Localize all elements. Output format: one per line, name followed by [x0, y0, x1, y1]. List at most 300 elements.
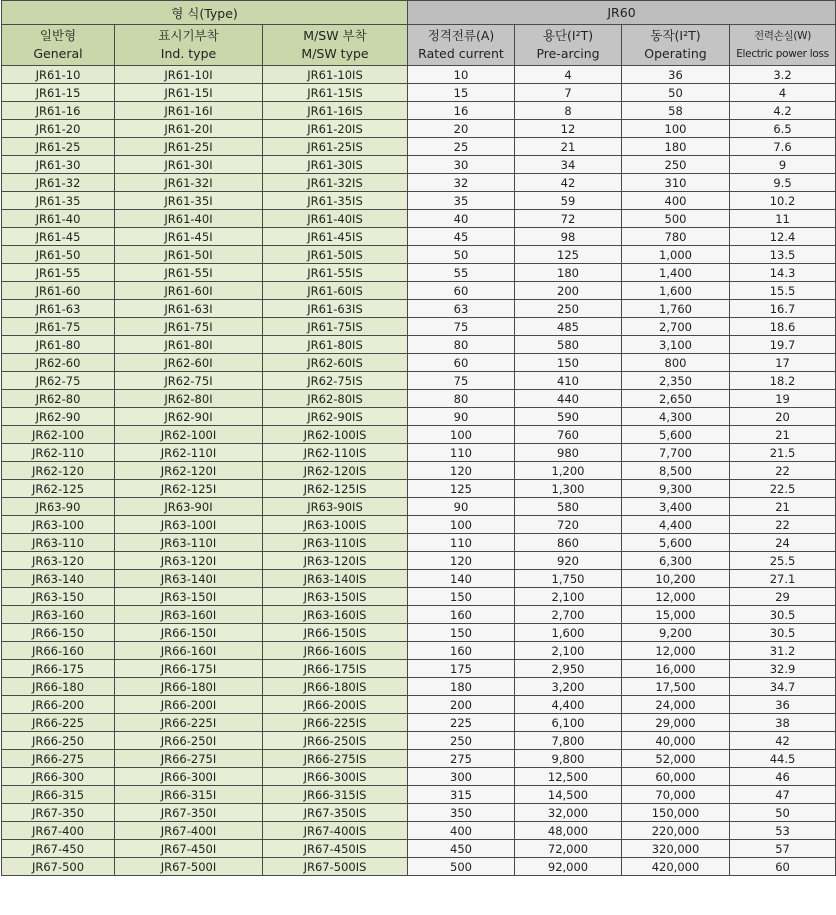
- cell-msw-type-model: JR66-200IS: [263, 696, 408, 714]
- cell-rated-current: 120: [408, 462, 515, 480]
- cell-power-loss: 16.7: [730, 300, 836, 318]
- cell-power-loss: 4.2: [730, 102, 836, 120]
- cell-pre-arcing: 92,000: [515, 858, 622, 876]
- cell-ind-type-model: JR62-120I: [115, 462, 263, 480]
- cell-msw-type-model: JR66-250IS: [263, 732, 408, 750]
- cell-msw-type-model: JR61-45IS: [263, 228, 408, 246]
- cell-operating: 29,000: [622, 714, 730, 732]
- cell-power-loss: 44.5: [730, 750, 836, 768]
- cell-msw-type-model: JR66-300IS: [263, 768, 408, 786]
- cell-power-loss: 4: [730, 84, 836, 102]
- cell-pre-arcing: 250: [515, 300, 622, 318]
- cell-msw-type-model: JR61-20IS: [263, 120, 408, 138]
- cell-pre-arcing: 48,000: [515, 822, 622, 840]
- cell-general-model: JR61-63: [2, 300, 115, 318]
- cell-ind-type-model: JR62-75I: [115, 372, 263, 390]
- cell-ind-type-model: JR61-25I: [115, 138, 263, 156]
- cell-rated-current: 225: [408, 714, 515, 732]
- cell-rated-current: 500: [408, 858, 515, 876]
- cell-power-loss: 22.5: [730, 480, 836, 498]
- cell-ind-type-model: JR62-125I: [115, 480, 263, 498]
- cell-pre-arcing: 200: [515, 282, 622, 300]
- cell-rated-current: 400: [408, 822, 515, 840]
- cell-ind-type-model: JR63-140I: [115, 570, 263, 588]
- cell-pre-arcing: 125: [515, 246, 622, 264]
- cell-operating: 24,000: [622, 696, 730, 714]
- cell-ind-type-model: JR63-110I: [115, 534, 263, 552]
- cell-power-loss: 50: [730, 804, 836, 822]
- cell-operating: 1,760: [622, 300, 730, 318]
- cell-msw-type-model: JR61-25IS: [263, 138, 408, 156]
- cell-pre-arcing: 32,000: [515, 804, 622, 822]
- table-row: [2, 498, 836, 516]
- cell-rated-current: 80: [408, 336, 515, 354]
- cell-msw-type-model: JR63-150IS: [263, 588, 408, 606]
- cell-general-model: JR61-50: [2, 246, 115, 264]
- cell-power-loss: 30.5: [730, 624, 836, 642]
- cell-power-loss: 15.5: [730, 282, 836, 300]
- cell-msw-type-model: JR61-75IS: [263, 318, 408, 336]
- cell-operating: 3,400: [622, 498, 730, 516]
- cell-pre-arcing: 4,400: [515, 696, 622, 714]
- cell-general-model: JR63-160: [2, 606, 115, 624]
- cell-operating: 17,500: [622, 678, 730, 696]
- cell-power-loss: 3.2: [730, 66, 836, 84]
- cell-msw-type-model: JR61-60IS: [263, 282, 408, 300]
- cell-ind-type-model: JR62-80I: [115, 390, 263, 408]
- cell-power-loss: 19: [730, 390, 836, 408]
- header-ko: 동작(I²T): [650, 28, 701, 43]
- cell-msw-type-model: JR61-80IS: [263, 336, 408, 354]
- cell-ind-type-model: JR67-500I: [115, 858, 263, 876]
- cell-general-model: JR63-100: [2, 516, 115, 534]
- cell-ind-type-model: JR67-350I: [115, 804, 263, 822]
- header-ko: 전력손실(W): [753, 30, 812, 42]
- cell-ind-type-model: JR66-200I: [115, 696, 263, 714]
- cell-operating: 2,350: [622, 372, 730, 390]
- cell-rated-current: 450: [408, 840, 515, 858]
- table-row: [2, 480, 836, 498]
- cell-ind-type-model: JR66-150I: [115, 624, 263, 642]
- type-group-header: 형 식(Type): [2, 1, 408, 25]
- cell-general-model: JR61-60: [2, 282, 115, 300]
- cell-msw-type-model: JR61-35IS: [263, 192, 408, 210]
- cell-rated-current: 315: [408, 786, 515, 804]
- cell-power-loss: 9: [730, 156, 836, 174]
- table-row: [2, 534, 836, 552]
- cell-general-model: JR62-100: [2, 426, 115, 444]
- cell-msw-type-model: JR63-160IS: [263, 606, 408, 624]
- cell-ind-type-model: JR61-63I: [115, 300, 263, 318]
- cell-general-model: JR66-300: [2, 768, 115, 786]
- table-row: [2, 156, 836, 174]
- fuse-spec-table: [1, 0, 836, 876]
- cell-operating: 52,000: [622, 750, 730, 768]
- table-row: [2, 318, 836, 336]
- cell-msw-type-model: JR67-450IS: [263, 840, 408, 858]
- cell-pre-arcing: 12: [515, 120, 622, 138]
- cell-rated-current: 20: [408, 120, 515, 138]
- cell-operating: 220,000: [622, 822, 730, 840]
- cell-operating: 4,300: [622, 408, 730, 426]
- cell-rated-current: 150: [408, 588, 515, 606]
- cell-pre-arcing: 410: [515, 372, 622, 390]
- cell-pre-arcing: 860: [515, 534, 622, 552]
- cell-operating: 58: [622, 102, 730, 120]
- cell-power-loss: 21.5: [730, 444, 836, 462]
- cell-operating: 250: [622, 156, 730, 174]
- table-row: [2, 606, 836, 624]
- cell-pre-arcing: 7: [515, 84, 622, 102]
- header-ko: M/SW 부착: [303, 28, 367, 43]
- cell-power-loss: 21: [730, 426, 836, 444]
- cell-operating: 70,000: [622, 786, 730, 804]
- cell-operating: 500: [622, 210, 730, 228]
- table-row: [2, 696, 836, 714]
- cell-general-model: JR63-140: [2, 570, 115, 588]
- series-group-header: JR60: [408, 1, 836, 25]
- cell-operating: 1,600: [622, 282, 730, 300]
- cell-rated-current: 50: [408, 246, 515, 264]
- cell-ind-type-model: JR61-35I: [115, 192, 263, 210]
- cell-operating: 16,000: [622, 660, 730, 678]
- cell-power-loss: 21: [730, 498, 836, 516]
- header-ko: 용단(I²T): [542, 28, 594, 43]
- header-en: Rated current: [418, 46, 504, 61]
- cell-msw-type-model: JR62-100IS: [263, 426, 408, 444]
- cell-operating: 9,300: [622, 480, 730, 498]
- cell-ind-type-model: JR67-450I: [115, 840, 263, 858]
- cell-general-model: JR61-30: [2, 156, 115, 174]
- cell-msw-type-model: JR62-90IS: [263, 408, 408, 426]
- cell-rated-current: 16: [408, 102, 515, 120]
- cell-ind-type-model: JR61-50I: [115, 246, 263, 264]
- cell-ind-type-model: JR61-60I: [115, 282, 263, 300]
- table-row: [2, 84, 836, 102]
- cell-power-loss: 46: [730, 768, 836, 786]
- cell-pre-arcing: 1,600: [515, 624, 622, 642]
- cell-pre-arcing: 6,100: [515, 714, 622, 732]
- cell-pre-arcing: 2,100: [515, 642, 622, 660]
- cell-ind-type-model: JR66-180I: [115, 678, 263, 696]
- cell-power-loss: 17: [730, 354, 836, 372]
- cell-rated-current: 160: [408, 606, 515, 624]
- table-row: [2, 570, 836, 588]
- col-msw-type-header: [263, 25, 408, 66]
- cell-general-model: JR61-25: [2, 138, 115, 156]
- table-row: [2, 120, 836, 138]
- cell-operating: 320,000: [622, 840, 730, 858]
- table-row: [2, 768, 836, 786]
- table-row: [2, 300, 836, 318]
- cell-ind-type-model: JR61-55I: [115, 264, 263, 282]
- cell-ind-type-model: JR66-160I: [115, 642, 263, 660]
- cell-ind-type-model: JR62-100I: [115, 426, 263, 444]
- cell-operating: 2,650: [622, 390, 730, 408]
- cell-msw-type-model: JR63-120IS: [263, 552, 408, 570]
- cell-rated-current: 80: [408, 390, 515, 408]
- cell-msw-type-model: JR61-15IS: [263, 84, 408, 102]
- cell-power-loss: 47: [730, 786, 836, 804]
- col-ind-type-header: [115, 25, 263, 66]
- cell-general-model: JR62-110: [2, 444, 115, 462]
- cell-rated-current: 140: [408, 570, 515, 588]
- table-row: [2, 840, 836, 858]
- cell-ind-type-model: JR61-16I: [115, 102, 263, 120]
- cell-pre-arcing: 4: [515, 66, 622, 84]
- cell-ind-type-model: JR61-80I: [115, 336, 263, 354]
- cell-operating: 5,600: [622, 534, 730, 552]
- cell-power-loss: 24: [730, 534, 836, 552]
- cell-operating: 800: [622, 354, 730, 372]
- cell-operating: 9,200: [622, 624, 730, 642]
- cell-rated-current: 180: [408, 678, 515, 696]
- cell-msw-type-model: JR61-10IS: [263, 66, 408, 84]
- cell-power-loss: 53: [730, 822, 836, 840]
- cell-rated-current: 32: [408, 174, 515, 192]
- cell-general-model: JR63-90: [2, 498, 115, 516]
- cell-rated-current: 250: [408, 732, 515, 750]
- cell-msw-type-model: JR62-80IS: [263, 390, 408, 408]
- cell-power-loss: 60: [730, 858, 836, 876]
- cell-operating: 36: [622, 66, 730, 84]
- cell-pre-arcing: 59: [515, 192, 622, 210]
- cell-msw-type-model: JR61-16IS: [263, 102, 408, 120]
- cell-power-loss: 12.4: [730, 228, 836, 246]
- cell-pre-arcing: 1,300: [515, 480, 622, 498]
- cell-power-loss: 9.5: [730, 174, 836, 192]
- cell-general-model: JR61-75: [2, 318, 115, 336]
- cell-msw-type-model: JR62-125IS: [263, 480, 408, 498]
- cell-msw-type-model: JR62-60IS: [263, 354, 408, 372]
- table-row: [2, 462, 836, 480]
- cell-power-loss: 27.1: [730, 570, 836, 588]
- header-ko: 정격전류(A): [427, 28, 495, 43]
- cell-rated-current: 15: [408, 84, 515, 102]
- table-row: [2, 408, 836, 426]
- cell-msw-type-model: JR62-110IS: [263, 444, 408, 462]
- cell-power-loss: 36: [730, 696, 836, 714]
- cell-general-model: JR66-150: [2, 624, 115, 642]
- table-row: [2, 678, 836, 696]
- cell-msw-type-model: JR63-100IS: [263, 516, 408, 534]
- table-row: [2, 660, 836, 678]
- cell-rated-current: 200: [408, 696, 515, 714]
- header-en: Pre-arcing: [536, 46, 600, 61]
- cell-operating: 6,300: [622, 552, 730, 570]
- cell-general-model: JR62-90: [2, 408, 115, 426]
- table-row: [2, 138, 836, 156]
- cell-power-loss: 11: [730, 210, 836, 228]
- cell-ind-type-model: JR62-60I: [115, 354, 263, 372]
- cell-operating: 100: [622, 120, 730, 138]
- table-row: [2, 336, 836, 354]
- table-row: [2, 246, 836, 264]
- header-en: Operating: [644, 46, 707, 61]
- cell-general-model: JR66-160: [2, 642, 115, 660]
- cell-general-model: JR61-40: [2, 210, 115, 228]
- cell-general-model: JR63-150: [2, 588, 115, 606]
- cell-pre-arcing: 3,200: [515, 678, 622, 696]
- cell-pre-arcing: 980: [515, 444, 622, 462]
- cell-ind-type-model: JR66-250I: [115, 732, 263, 750]
- cell-ind-type-model: JR63-90I: [115, 498, 263, 516]
- cell-pre-arcing: 12,500: [515, 768, 622, 786]
- cell-msw-type-model: JR67-350IS: [263, 804, 408, 822]
- cell-rated-current: 60: [408, 282, 515, 300]
- cell-pre-arcing: 580: [515, 336, 622, 354]
- cell-general-model: JR61-15: [2, 84, 115, 102]
- cell-ind-type-model: JR67-400I: [115, 822, 263, 840]
- cell-pre-arcing: 920: [515, 552, 622, 570]
- table-row: [2, 282, 836, 300]
- cell-operating: 4,400: [622, 516, 730, 534]
- cell-rated-current: 350: [408, 804, 515, 822]
- cell-rated-current: 120: [408, 552, 515, 570]
- table-row: [2, 354, 836, 372]
- cell-general-model: JR61-32: [2, 174, 115, 192]
- cell-rated-current: 30: [408, 156, 515, 174]
- cell-general-model: JR66-180: [2, 678, 115, 696]
- cell-msw-type-model: JR61-63IS: [263, 300, 408, 318]
- cell-operating: 7,700: [622, 444, 730, 462]
- cell-general-model: JR66-250: [2, 732, 115, 750]
- cell-ind-type-model: JR61-15I: [115, 84, 263, 102]
- cell-ind-type-model: JR62-110I: [115, 444, 263, 462]
- header-en: M/SW type: [301, 46, 369, 61]
- cell-general-model: JR67-400: [2, 822, 115, 840]
- cell-pre-arcing: 72,000: [515, 840, 622, 858]
- cell-pre-arcing: 98: [515, 228, 622, 246]
- table-row: [2, 552, 836, 570]
- cell-rated-current: 110: [408, 444, 515, 462]
- cell-power-loss: 34.7: [730, 678, 836, 696]
- cell-ind-type-model: JR61-32I: [115, 174, 263, 192]
- cell-msw-type-model: JR61-40IS: [263, 210, 408, 228]
- header-ko: 일반형: [39, 28, 77, 43]
- cell-msw-type-model: JR61-32IS: [263, 174, 408, 192]
- cell-pre-arcing: 9,800: [515, 750, 622, 768]
- cell-ind-type-model: JR61-45I: [115, 228, 263, 246]
- table-row: [2, 264, 836, 282]
- cell-operating: 5,600: [622, 426, 730, 444]
- cell-operating: 420,000: [622, 858, 730, 876]
- cell-power-loss: 6.5: [730, 120, 836, 138]
- cell-ind-type-model: JR63-120I: [115, 552, 263, 570]
- cell-general-model: JR61-55: [2, 264, 115, 282]
- cell-operating: 60,000: [622, 768, 730, 786]
- cell-ind-type-model: JR61-40I: [115, 210, 263, 228]
- cell-power-loss: 7.6: [730, 138, 836, 156]
- table-row: [2, 714, 836, 732]
- cell-general-model: JR61-80: [2, 336, 115, 354]
- cell-power-loss: 30.5: [730, 606, 836, 624]
- cell-pre-arcing: 7,800: [515, 732, 622, 750]
- cell-ind-type-model: JR63-100I: [115, 516, 263, 534]
- cell-operating: 40,000: [622, 732, 730, 750]
- cell-general-model: JR61-20: [2, 120, 115, 138]
- cell-rated-current: 90: [408, 498, 515, 516]
- cell-general-model: JR62-60: [2, 354, 115, 372]
- table-row: [2, 804, 836, 822]
- cell-general-model: JR66-315: [2, 786, 115, 804]
- cell-rated-current: 125: [408, 480, 515, 498]
- cell-power-loss: 57: [730, 840, 836, 858]
- cell-power-loss: 10.2: [730, 192, 836, 210]
- table-row: [2, 66, 836, 84]
- cell-rated-current: 60: [408, 354, 515, 372]
- cell-rated-current: 45: [408, 228, 515, 246]
- cell-power-loss: 22: [730, 462, 836, 480]
- cell-operating: 1,000: [622, 246, 730, 264]
- cell-rated-current: 110: [408, 534, 515, 552]
- cell-msw-type-model: JR61-55IS: [263, 264, 408, 282]
- table-row: [2, 516, 836, 534]
- cell-rated-current: 100: [408, 516, 515, 534]
- cell-rated-current: 10: [408, 66, 515, 84]
- cell-ind-type-model: JR66-225I: [115, 714, 263, 732]
- cell-pre-arcing: 1,200: [515, 462, 622, 480]
- cell-power-loss: 22: [730, 516, 836, 534]
- cell-ind-type-model: JR61-10I: [115, 66, 263, 84]
- cell-ind-type-model: JR61-75I: [115, 318, 263, 336]
- cell-rated-current: 75: [408, 372, 515, 390]
- table-row: [2, 588, 836, 606]
- table-row: [2, 228, 836, 246]
- cell-rated-current: 35: [408, 192, 515, 210]
- cell-operating: 50: [622, 84, 730, 102]
- cell-general-model: JR61-35: [2, 192, 115, 210]
- cell-power-loss: 14.3: [730, 264, 836, 282]
- table-row: [2, 372, 836, 390]
- cell-msw-type-model: JR62-75IS: [263, 372, 408, 390]
- cell-power-loss: 18.2: [730, 372, 836, 390]
- col-power-loss-header: [730, 25, 836, 66]
- cell-general-model: JR62-125: [2, 480, 115, 498]
- cell-ind-type-model: JR62-90I: [115, 408, 263, 426]
- cell-operating: 150,000: [622, 804, 730, 822]
- cell-pre-arcing: 590: [515, 408, 622, 426]
- cell-power-loss: 19.7: [730, 336, 836, 354]
- col-rated-current-header: [408, 25, 515, 66]
- cell-msw-type-model: JR67-400IS: [263, 822, 408, 840]
- cell-power-loss: 13.5: [730, 246, 836, 264]
- cell-general-model: JR66-200: [2, 696, 115, 714]
- cell-general-model: JR66-275: [2, 750, 115, 768]
- table-row: [2, 210, 836, 228]
- cell-ind-type-model: JR61-30I: [115, 156, 263, 174]
- cell-msw-type-model: JR66-275IS: [263, 750, 408, 768]
- table-row: [2, 624, 836, 642]
- cell-general-model: JR67-350: [2, 804, 115, 822]
- table-row: [2, 822, 836, 840]
- table-body: [2, 66, 836, 876]
- cell-msw-type-model: JR66-160IS: [263, 642, 408, 660]
- cell-general-model: JR62-120: [2, 462, 115, 480]
- cell-pre-arcing: 180: [515, 264, 622, 282]
- cell-general-model: JR66-225: [2, 714, 115, 732]
- cell-power-loss: 29: [730, 588, 836, 606]
- cell-msw-type-model: JR63-110IS: [263, 534, 408, 552]
- table-row: [2, 174, 836, 192]
- cell-operating: 12,000: [622, 588, 730, 606]
- cell-rated-current: 175: [408, 660, 515, 678]
- cell-rated-current: 100: [408, 426, 515, 444]
- cell-operating: 310: [622, 174, 730, 192]
- col-general-header: [2, 25, 115, 66]
- cell-msw-type-model: JR63-90IS: [263, 498, 408, 516]
- cell-ind-type-model: JR66-175I: [115, 660, 263, 678]
